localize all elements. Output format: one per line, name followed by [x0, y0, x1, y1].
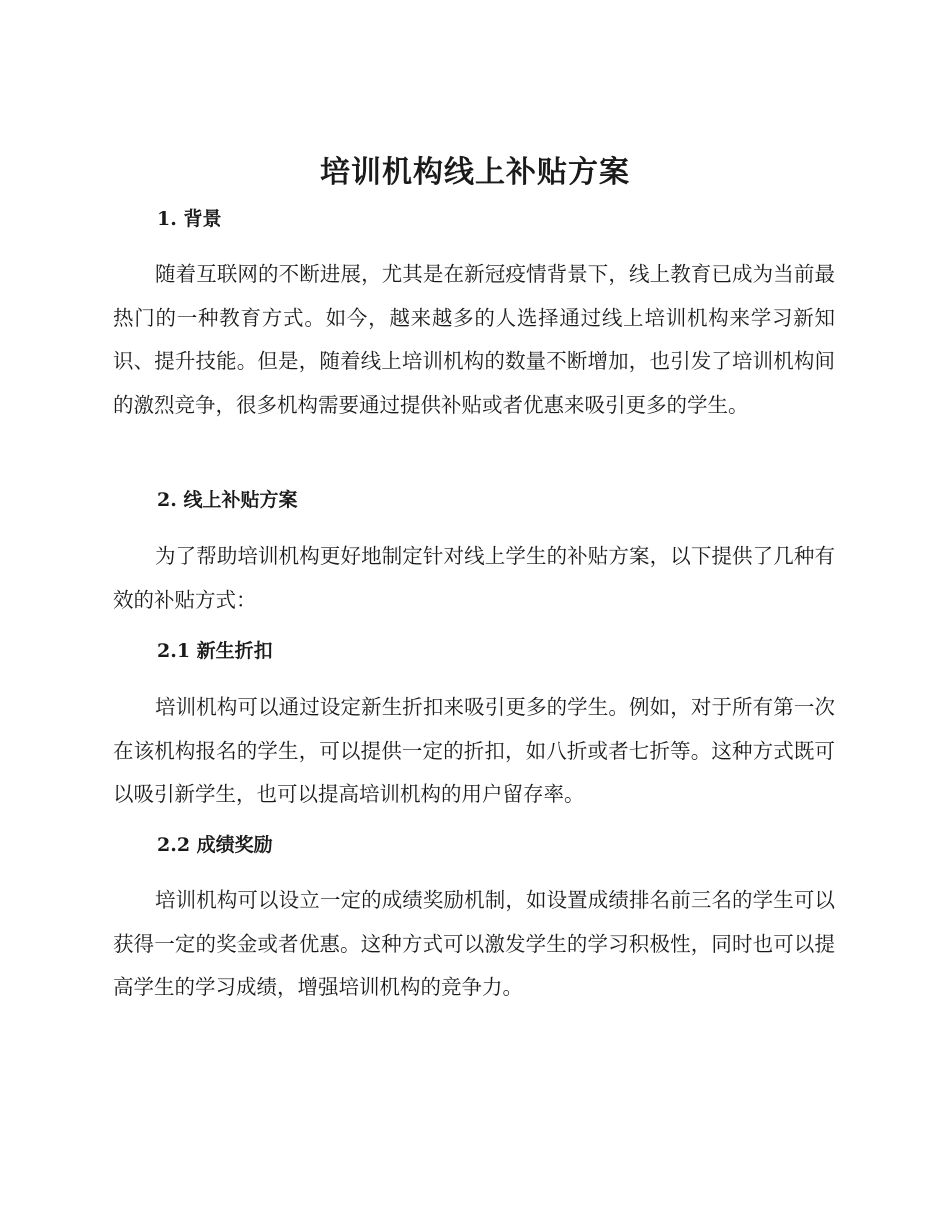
paragraph-background: 随着互联网的不断进展，尤其是在新冠疫情背景下，线上教育已成为当前最热门的一种教育方式。如今，越来越多的人选择通过线上培训机构来学习新知识、提升技能。但是，随着线上培训机构的数量不断增加，也引发了培训机构间的激烈竞争，很多机构需要通过提供补贴或者优惠来吸引更多的学生。 — [113, 262, 835, 417]
paragraph-new-student-discount: 培训机构可以通过设定新生折扣来吸引更多的学生。例如，对于所有第一次在该机构报名的学生，可以提供一定的折扣，如八折或者七折等。这种方式既可以吸引新学生，也可以提高培训机构的用户留存率。 — [113, 695, 835, 806]
paragraph-online-subsidy: 为了帮助培训机构更好地制定针对线上学生的补贴方案，以下提供了几种有效的补贴方式： — [113, 544, 835, 612]
section-heading-new-student-discount: 2.1 新生折扣 — [157, 640, 273, 662]
section-heading-background: 1. 背景 — [157, 208, 222, 230]
section-heading-grade-reward: 2.2 成绩奖励 — [157, 834, 273, 856]
paragraph-grade-reward: 培训机构可以设立一定的成绩奖励机制，如设置成绩排名前三名的学生可以获得一定的奖金或者优惠。这种方式可以激发学生的学习积极性，同时也可以提高学生的学习成绩，增强培训机构的竞争力。 — [113, 888, 835, 999]
section-heading-online-subsidy: 2. 线上补贴方案 — [157, 489, 298, 511]
document-title: 培训机构线上补贴方案 — [320, 155, 630, 190]
